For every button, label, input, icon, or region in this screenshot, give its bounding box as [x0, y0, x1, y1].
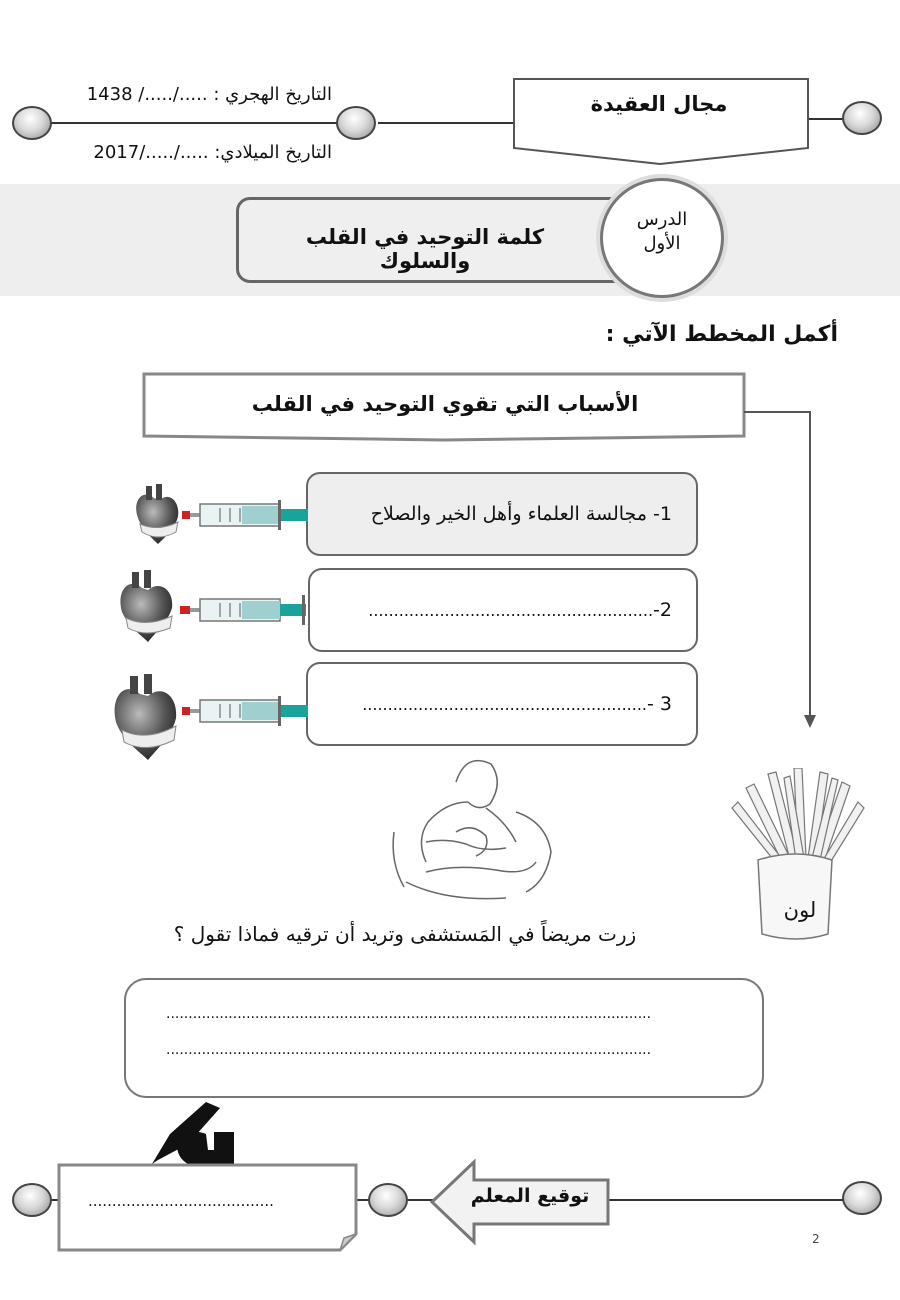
header-left-line — [38, 122, 368, 124]
lesson-title: كلمة التوحيد في القلب والسلوك — [305, 225, 545, 273]
syringes-hearts-illustration — [110, 480, 310, 780]
signature-dots: ....................................... — [88, 1192, 274, 1210]
heart-icon — [120, 570, 172, 642]
item-2-text: ........................................................ — [368, 600, 654, 620]
mid-knob-top — [336, 106, 376, 140]
heart-icon — [115, 674, 177, 760]
left-knob-bottom — [12, 1183, 52, 1217]
diagram-item-2 — [308, 568, 698, 652]
item-1-text: مجالسة العلماء وأهل الخير والصلاح — [370, 503, 647, 525]
answer-line-2: ............................................................................................................. — [166, 1042, 652, 1058]
item-2-number: 2- — [653, 599, 672, 621]
lesson-badge-text — [600, 208, 724, 256]
footer-right-line — [606, 1199, 846, 1201]
writing-hand-icon — [148, 1098, 240, 1168]
header-mid-line — [378, 122, 518, 124]
syringe-icon — [182, 500, 308, 530]
badge-line1: الدرس — [636, 209, 688, 230]
question-text: زرت مريضاً في المَستشفى وتريد أن ترقيه فماذا تقول ؟ — [173, 922, 637, 946]
diagram-item-3 — [306, 662, 698, 746]
gregorian-value: ...../...../2017 — [93, 142, 209, 163]
page-number: 2 — [812, 1232, 820, 1246]
diagram-heading: الأسباب التي تقوي التوحيد في القلب — [251, 392, 639, 416]
item-3-number: 3 - — [647, 693, 672, 715]
answer-box[interactable] — [124, 978, 764, 1098]
item-3-text: ........................................................ — [362, 694, 647, 714]
hijri-value: ...../...../ 1438 — [86, 84, 208, 105]
gregorian-date — [52, 142, 332, 163]
domain-banner — [510, 76, 812, 168]
patient-visit-illustration — [386, 752, 556, 912]
syringe-icon — [182, 696, 308, 726]
connector-arrow — [740, 400, 830, 732]
teacher-signature-label: توقيع المعلم — [470, 1185, 590, 1207]
answer-line-1: ............................................................................................................. — [166, 1006, 652, 1022]
instruction-text: أكمل المخطط الآتي : — [605, 322, 838, 347]
gregorian-label: التاريخ الميلادي: — [214, 142, 332, 163]
left-knob-top — [12, 106, 52, 140]
domain-title: مجال العقيدة — [590, 92, 728, 116]
right-knob-top — [842, 101, 882, 135]
diagram-item-1 — [306, 472, 698, 556]
color-label: لون — [783, 898, 817, 922]
syringe-icon — [180, 595, 306, 625]
mid-knob-bottom — [368, 1183, 408, 1217]
heart-icon — [136, 484, 178, 544]
item-1-number: 1- — [653, 503, 672, 525]
hijri-date — [52, 84, 332, 105]
hijri-label: التاريخ الهجري : — [213, 84, 332, 105]
right-knob-bottom — [842, 1181, 882, 1215]
badge-line2: الأول — [643, 233, 681, 254]
